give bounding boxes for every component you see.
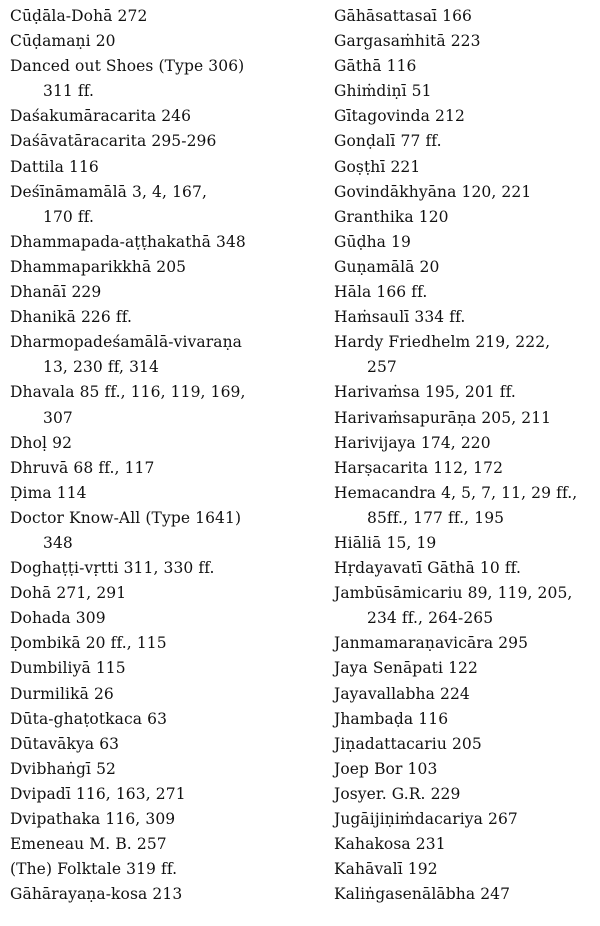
index-entry: Jayavallabha 224 [334,684,470,703]
index-entry: Daśāvatāracarita 295-296 [10,132,217,151]
index-entry: Jambūsāmicariu 89, 119, 205, [334,584,573,603]
index-entry: Dhruvā 68 ff., 117 [10,458,155,477]
index-entry: Gargasaṁhitā 223 [334,32,481,51]
index-entry: Dvipathaka 116, 309 [10,810,176,828]
index-entry: Dharmopadeśamālā-vivaraṇa [10,333,243,352]
index-entry: Dvibhaṅgī 52 [10,759,116,778]
index-entry: Ghiṁdiṇī 51 [334,82,432,101]
index-entry: Hiāliā 15, 19 [334,533,437,552]
index-entry: Haṁsaulī 334 ff. [334,308,466,327]
index-entry: Cūḍāla-Dohā 272 [10,7,148,25]
index-entry: Harṣacarita 112, 172 [334,458,504,477]
index-entry: Guṇamālā 20 [334,257,440,276]
index-entry: Gāhāsattasaī 166 [334,7,473,25]
index-entry: Doghaṭṭi-vṛtti 311, 330 ff. [10,559,215,578]
index-entry: Deśīnāmamālā 3, 4, 167, [10,182,207,201]
index-entry: Govindākhyāna 120, 221 [334,182,532,201]
index-entry: Dhanikā 226 ff. [10,308,133,327]
index-entry: Harivaṁsapurāṇa 205, 211 [334,408,552,427]
index-entry: Janmamaraṇavicāra 295 [334,634,529,653]
index-entry-continuation: 85ff., 177 ff., 195 [367,508,505,527]
index-column-right [334,4,596,907]
index-entry-continuation: 348 [43,533,73,552]
index-entry: Kaliṅgasenālābha 247 [334,885,511,904]
index-entry: Kahāvalī 192 [334,860,438,879]
index-entry-continuation: 170 ff. [43,207,95,226]
index-entry: Goṣṭhī 221 [334,157,421,176]
index-entry: Gūḍha 19 [334,232,411,251]
index-entry-continuation: 307 [43,408,73,427]
index-entry: Dūta-ghaṭotkaca 63 [10,709,168,728]
index-entry-continuation: 257 [367,358,397,377]
index-entry-continuation: 234 ff., 264-265 [367,609,494,628]
index-entry-continuation: 13, 230 ff, 314 [43,358,159,377]
index-entry: Dhoḷ 92 [10,433,73,452]
index-entry: Hemacandra 4, 5, 7, 11, 29 ff., [334,483,578,502]
index-entry: Hardy Friedhelm 219, 222, [334,333,551,352]
index-entry: Dhammaparikkhā 205 [10,257,187,276]
index-entry: Josyer. G.R. 229 [334,784,461,803]
index-entry-continuation: 311 ff. [43,82,95,101]
index-entry: Ḍombikā 20 ff., 115 [10,634,167,653]
index-entry: Jaya Senāpati 122 [334,659,478,678]
index-entry: Hṛdayavatī Gāthā 10 ff. [334,559,521,578]
index-entry: Emeneau M. B. 257 [10,835,167,854]
index-entry: Dohā 271, 291 [10,584,127,603]
index-entry: Dohada 309 [10,609,106,628]
index-entry: Dhanāī 229 [10,283,102,302]
index-entry: Ḍima 114 [10,483,87,502]
index-entry: Hāla 166 ff. [334,283,428,302]
index-entry: Dumbiliyā 115 [10,659,126,678]
index-entry: Dhammapada-aṭṭhakathā 348 [10,232,246,251]
index-entry: Gītagovinda 212 [334,107,465,126]
index-entry: Danced out Shoes (Type 306) [10,57,245,76]
index-entry: Durmilikā 26 [10,684,114,703]
index-entry: Jhambaḍa 116 [334,709,449,728]
index-entry: Jugāijiṇiṁdacariya 267 [334,810,518,828]
index-entry: (The) Folktale 319 ff. [10,860,178,879]
index-column-left [10,4,310,907]
index-entry: Gāthā 116 [334,57,417,76]
index-entry: Dhavala 85 ff., 116, 119, 169, [10,383,246,402]
index-entry: Jiṇadattacariu 205 [334,734,482,753]
index-entry: Gāhārayaṇa-kosa 213 [10,885,183,904]
index-entry: Harivaṁsa 195, 201 ff. [334,383,516,402]
index-entry: Harivijaya 174, 220 [334,433,491,452]
index-entry: Dūtavākya 63 [10,734,120,753]
index-entry: Doctor Know-All (Type 1641) [10,508,242,527]
index-entry: Granthika 120 [334,207,449,226]
index-entry: Dattila 116 [10,157,99,176]
index-entry: Gonḍalī 77 ff. [334,132,442,151]
index-entry: Kahakosa 231 [334,835,446,854]
index-entry: Dvipadī 116, 163, 271 [10,784,186,803]
index-entry: Joep Bor 103 [334,759,438,778]
index-entry: Daśakumāracarita 246 [10,107,192,126]
index-entry: Cūḍamaṇi 20 [10,32,116,51]
